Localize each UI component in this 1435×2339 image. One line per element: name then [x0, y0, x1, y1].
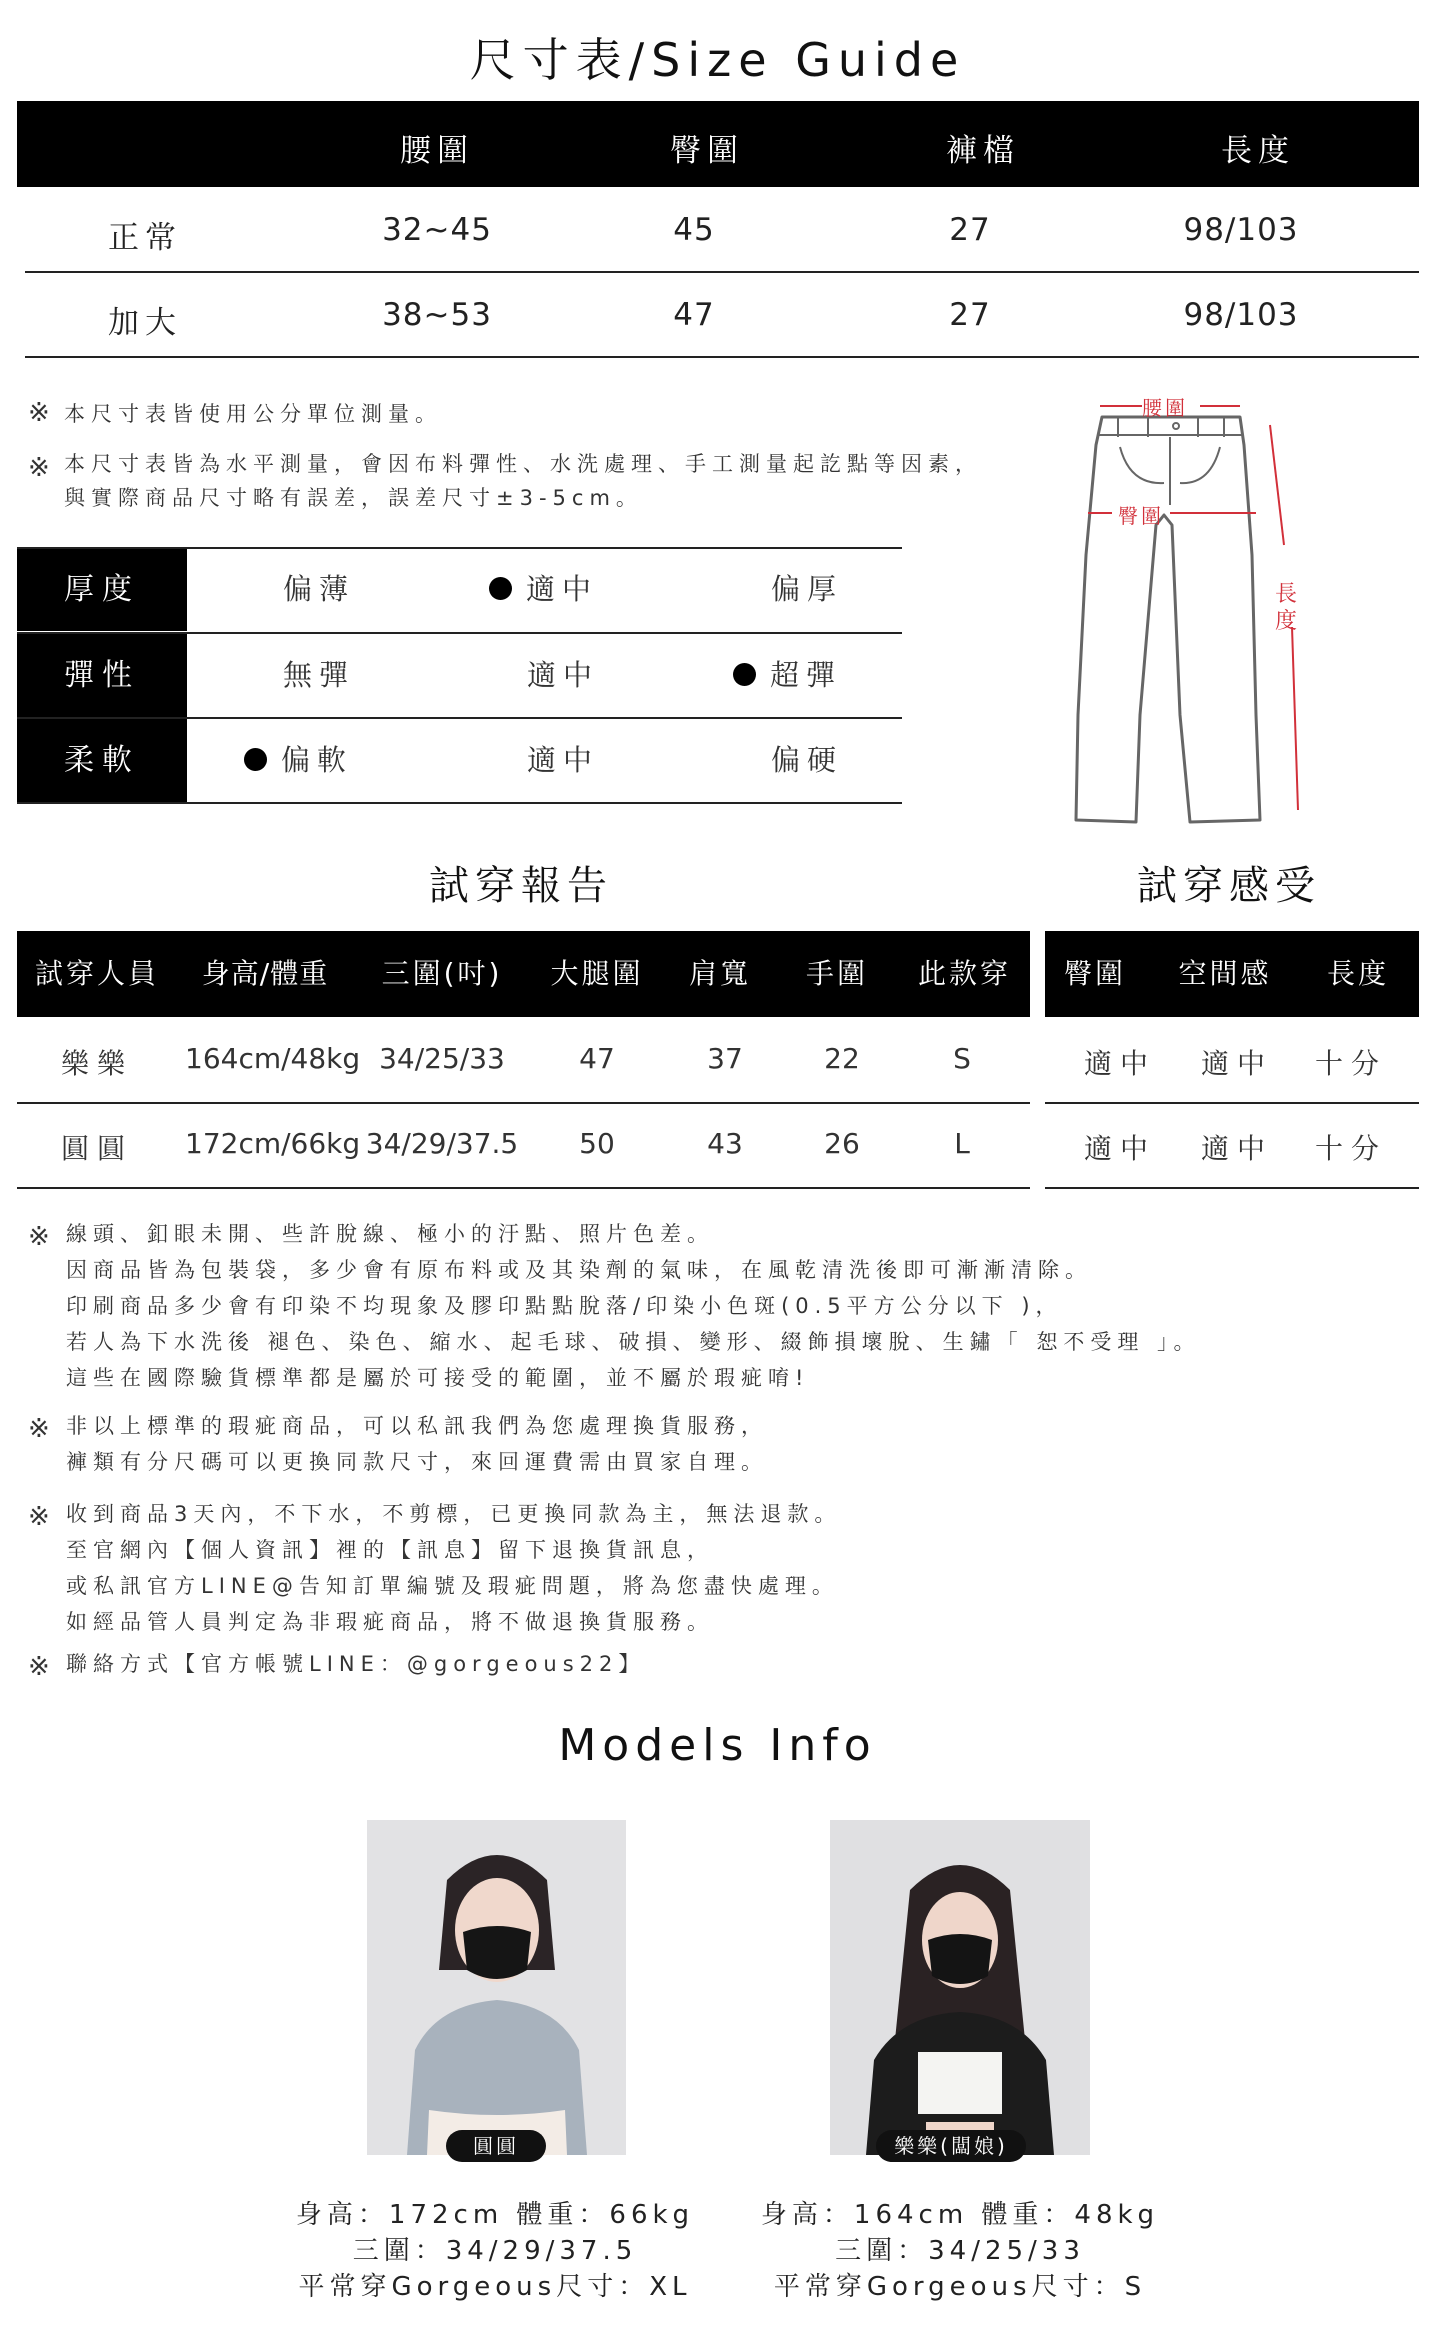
- fabric-option-selected: [244, 719, 353, 802]
- header-cell: 手圍: [805, 957, 868, 990]
- size-guide-title: 尺寸表/Size Guide: [469, 33, 966, 87]
- cell-length: 98/103: [1183, 297, 1299, 333]
- fabric-option: 偏硬: [771, 743, 844, 777]
- model-info-line: 身高：172cm 體重：66kg: [295, 2200, 695, 2230]
- note-exchange-2: 褲類有分尺碼可以更換同款尺寸，來回運費需由買家自理。: [66, 1450, 768, 1474]
- header-cell: 空間感: [1178, 957, 1272, 990]
- try-on-header: [17, 931, 1030, 1017]
- cell-waist: 32~45: [382, 212, 492, 248]
- note-measure-2: 與實際商品尺寸略有誤差，誤差尺寸±3-5cm。: [64, 486, 643, 510]
- header-waist: 腰圍: [400, 133, 474, 169]
- model-photo-illustration: [830, 1820, 1090, 2155]
- model-info-line: 三圍：34/25/33: [835, 2236, 1085, 2266]
- cell-thigh: 50: [579, 1127, 615, 1160]
- model-info-line: 平常穿Gorgeous尺寸：S: [773, 2272, 1147, 2302]
- header-cell: 臀圍: [1063, 957, 1126, 990]
- cell-feel: 適中: [1083, 1132, 1156, 1165]
- header-cell: 三圍(吋): [381, 957, 503, 990]
- try-on-feel-header: [1045, 931, 1419, 1017]
- note-defect-2: 因商品皆為包裝袋，多少會有原布料或及其染劑的氣味，在風乾清洗後即可漸漸清除。: [66, 1258, 1092, 1282]
- cell-name: 樂樂: [60, 1047, 133, 1080]
- cell-height-weight: 172cm/66kg: [185, 1127, 361, 1160]
- cell-size: L: [954, 1127, 970, 1160]
- row-divider: [25, 271, 1419, 273]
- model-info-line: 身高：164cm 體重：48kg: [760, 2200, 1160, 2230]
- cell-arm: 26: [824, 1127, 860, 1160]
- selected-dot-icon: [733, 663, 756, 686]
- header-cell: 肩寬: [688, 957, 751, 990]
- cell-hip: 45: [673, 212, 715, 248]
- note-mark: ※: [28, 398, 50, 428]
- note-contact: 聯絡方式【官方帳號LINE：@gorgeous22】: [66, 1652, 646, 1676]
- selected-dot-icon: [489, 577, 512, 600]
- fabric-label: 彈性: [17, 634, 187, 717]
- note-return-2: 至官網內【個人資訊】裡的【訊息】留下退換貨訊息，: [66, 1538, 714, 1562]
- fabric-option-selected: [733, 634, 842, 717]
- fabric-option-label: 超彈: [770, 658, 843, 692]
- row-divider: [25, 356, 1419, 358]
- note-measure-1: 本尺寸表皆為水平測量，會因布料彈性、水洗處理、手工測量起訖點等因素，: [64, 452, 982, 476]
- row-divider: [17, 547, 902, 549]
- fabric-label: 厚度: [17, 548, 187, 631]
- model-photo: [367, 1820, 626, 2155]
- header-hip: 臀圍: [670, 133, 744, 169]
- fabric-option: 偏厚: [771, 572, 844, 606]
- note-defect-4: 若人為下水洗後 褪色、染色、縮水、起毛球、破損、變形、綴飾損壞脫、生鏽「 恕不受理 」。: [66, 1330, 1201, 1354]
- cell-thigh: 47: [579, 1042, 615, 1075]
- model-info-line: 三圍：34/29/37.5: [352, 2236, 638, 2266]
- model-photo-illustration: [367, 1820, 626, 2155]
- header-cell: 大腿圍: [550, 957, 644, 990]
- note-mark: ※: [28, 1222, 50, 1252]
- cell-waist: 38~53: [382, 297, 492, 333]
- cell-crotch: 27: [949, 212, 991, 248]
- size-table-header: [17, 101, 1419, 187]
- models-title: Models Info: [558, 1720, 877, 1771]
- note-unit: 本尺寸表皆使用公分單位測量。: [64, 402, 442, 426]
- cell-feel: 適中: [1200, 1132, 1273, 1165]
- cell-feel: 適中: [1200, 1047, 1273, 1080]
- cell-length: 98/103: [1183, 212, 1299, 248]
- model-info-line: 平常穿Gorgeous尺寸：XL: [298, 2272, 692, 2302]
- note-defect-3: 印刷商品多少會有印染不均現象及膠印點點脫落/印染小色斑(0.5平方公分以下 )，: [66, 1294, 1063, 1318]
- fabric-option-label: 適中: [526, 572, 599, 606]
- header-cell: 試穿人員: [34, 957, 159, 990]
- diagram-length-label-1: 長: [1275, 582, 1298, 607]
- row-divider: [17, 1187, 1030, 1189]
- cell-size: S: [953, 1042, 971, 1075]
- header-cell: 身高/體重: [201, 957, 329, 990]
- header-crotch: 褲檔: [946, 133, 1020, 169]
- note-defect-1: 線頭、釦眼未開、些許脫線、極小的汙點、照片色差。: [66, 1222, 714, 1246]
- model-photo: [830, 1820, 1090, 2155]
- cell-feel: 適中: [1083, 1047, 1156, 1080]
- note-mark: ※: [28, 1652, 50, 1682]
- fabric-option: 適中: [527, 743, 600, 777]
- header-cell: 長度: [1326, 957, 1389, 990]
- note-mark: ※: [28, 1414, 50, 1444]
- fabric-option: 無彈: [283, 658, 356, 692]
- try-on-title: 試穿報告: [429, 863, 613, 909]
- row-divider: [17, 1102, 1030, 1104]
- cell-hip: 47: [673, 297, 715, 333]
- note-mark: ※: [28, 1502, 50, 1532]
- row-divider: [17, 802, 902, 804]
- fabric-option-selected: [489, 548, 598, 631]
- cell-feel: 十分: [1314, 1047, 1387, 1080]
- fabric-option: 適中: [527, 658, 600, 692]
- diagram-hip-label: 臀圍: [1118, 504, 1164, 528]
- diagram-waist-label: 腰圍: [1142, 396, 1188, 420]
- row-label: 正常: [108, 220, 182, 256]
- note-return-3: 或私訊官方LINE@告知訂單編號及瑕疵問題，將為您盡快處理。: [66, 1574, 839, 1598]
- fabric-option-label: 偏軟: [281, 743, 354, 777]
- cell-feel: 十分: [1314, 1132, 1387, 1165]
- cell-name: 圓圓: [60, 1132, 133, 1165]
- fabric-option: 偏薄: [283, 572, 356, 606]
- diagram-length-label-2: 度: [1275, 609, 1298, 634]
- cell-measurements: 34/29/37.5: [365, 1127, 519, 1160]
- selected-dot-icon: [244, 748, 267, 771]
- note-exchange-1: 非以上標準的瑕疵商品，可以私訊我們為您處理換貨服務，: [66, 1414, 768, 1438]
- pants-outline-icon: [1076, 417, 1260, 822]
- row-divider: [1045, 1187, 1419, 1189]
- try-on-feel-title: 試穿感受: [1137, 863, 1321, 909]
- cell-shoulder: 43: [707, 1127, 743, 1160]
- cell-measurements: 34/25/33: [379, 1042, 505, 1075]
- model-name-tag: 圓圓: [446, 2130, 546, 2162]
- row-divider: [1045, 1102, 1419, 1104]
- fabric-label: 柔軟: [17, 719, 187, 802]
- note-mark: ※: [28, 453, 50, 483]
- header-cell: 此款穿: [917, 957, 1011, 990]
- model-name-tag: 樂樂(闆娘): [876, 2130, 1026, 2162]
- note-return-4: 如經品管人員判定為非瑕疵商品，將不做退換貨服務。: [66, 1610, 714, 1634]
- cell-height-weight: 164cm/48kg: [185, 1042, 361, 1075]
- cell-shoulder: 37: [707, 1042, 743, 1075]
- cell-crotch: 27: [949, 297, 991, 333]
- header-length: 長度: [1221, 133, 1295, 169]
- note-return-1: 收到商品3天內，不下水，不剪標，已更換同款為主，無法退款。: [66, 1502, 842, 1526]
- row-label: 加大: [108, 305, 182, 341]
- cell-arm: 22: [824, 1042, 860, 1075]
- note-defect-5: 這些在國際驗貨標準都是屬於可接受的範圍，並不屬於瑕疵唷!: [66, 1366, 810, 1390]
